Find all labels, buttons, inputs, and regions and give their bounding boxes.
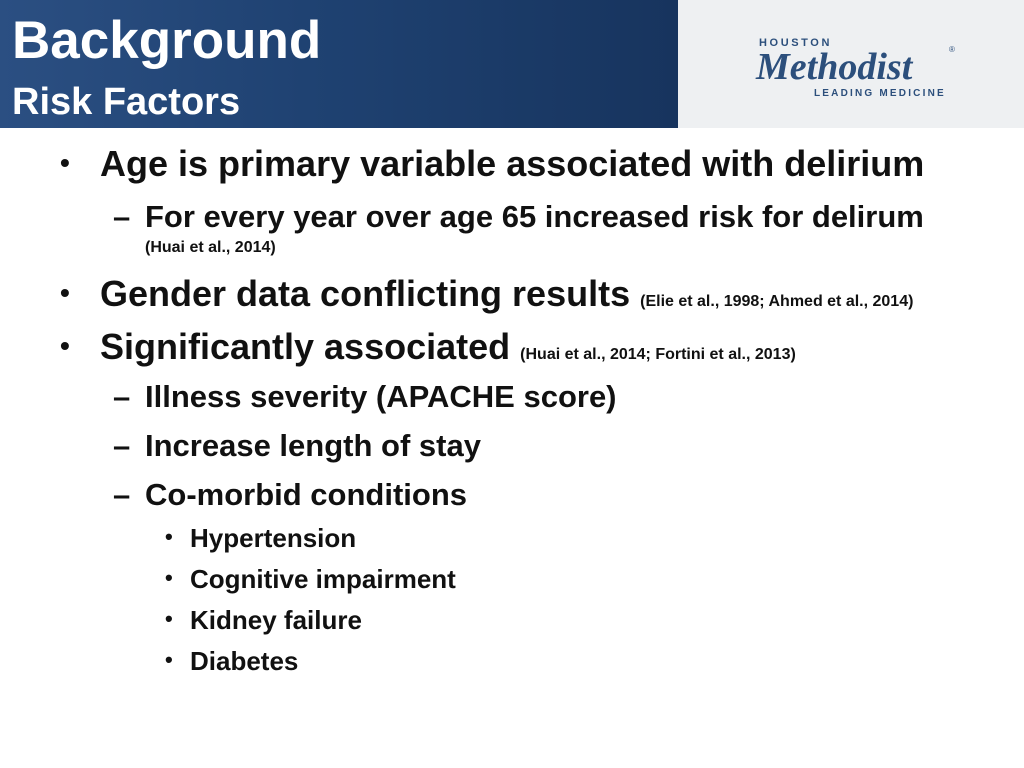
citation-elie-ahmed: (Elie et al., 1998; Ahmed et al., 2014) [640,293,914,310]
bullet-gender [100,273,914,314]
logo-registered-mark: ® [949,45,955,54]
slide-subtitle: Risk Factors [12,81,241,123]
dash-marker: – [113,477,131,512]
bullet-significant-text: Significantly associated [100,326,511,367]
logo-top-text: HOUSTON [759,37,833,49]
bullet-age: Age is primary variable associated with delirium [100,143,925,184]
bullet-marker: • [165,565,173,590]
bullet-marker: • [60,147,70,178]
list-item-kidney-failure: Kidney failure [190,605,362,635]
dash-marker: – [113,199,131,234]
sub-bullet-age-65: For every year over age 65 increased risk for delirum [145,199,924,234]
dash-marker: – [113,428,131,463]
bullet-gender-text: Gender data conflicting results [100,273,631,314]
sub-bullet-length-of-stay: Increase length of stay [145,428,481,463]
list-item-cognitive-impairment: Cognitive impairment [190,564,456,594]
bullet-marker: • [60,277,70,308]
logo-main-text: Methodist [756,46,913,88]
sub-bullet-illness-severity: Illness severity (APACHE score) [145,379,617,414]
dash-marker: – [113,379,131,414]
bullet-marker: • [165,606,173,631]
bullet-marker: • [165,647,173,672]
list-item-hypertension: Hypertension [190,523,357,553]
citation-huai-fortini: (Huai et al., 2014; Fortini et al., 2013) [520,346,796,363]
sub-bullet-comorbid: Co-morbid conditions [145,477,468,512]
logo-tagline: LEADING MEDICINE [814,88,946,99]
bullet-marker: • [60,330,70,361]
bullet-significantly-associated [100,326,796,367]
list-item-diabetes: Diabetes [190,646,299,676]
slide-title: Background [12,11,322,70]
citation-huai-2014: (Huai et al., 2014) [145,239,276,256]
bullet-marker: • [165,524,173,549]
